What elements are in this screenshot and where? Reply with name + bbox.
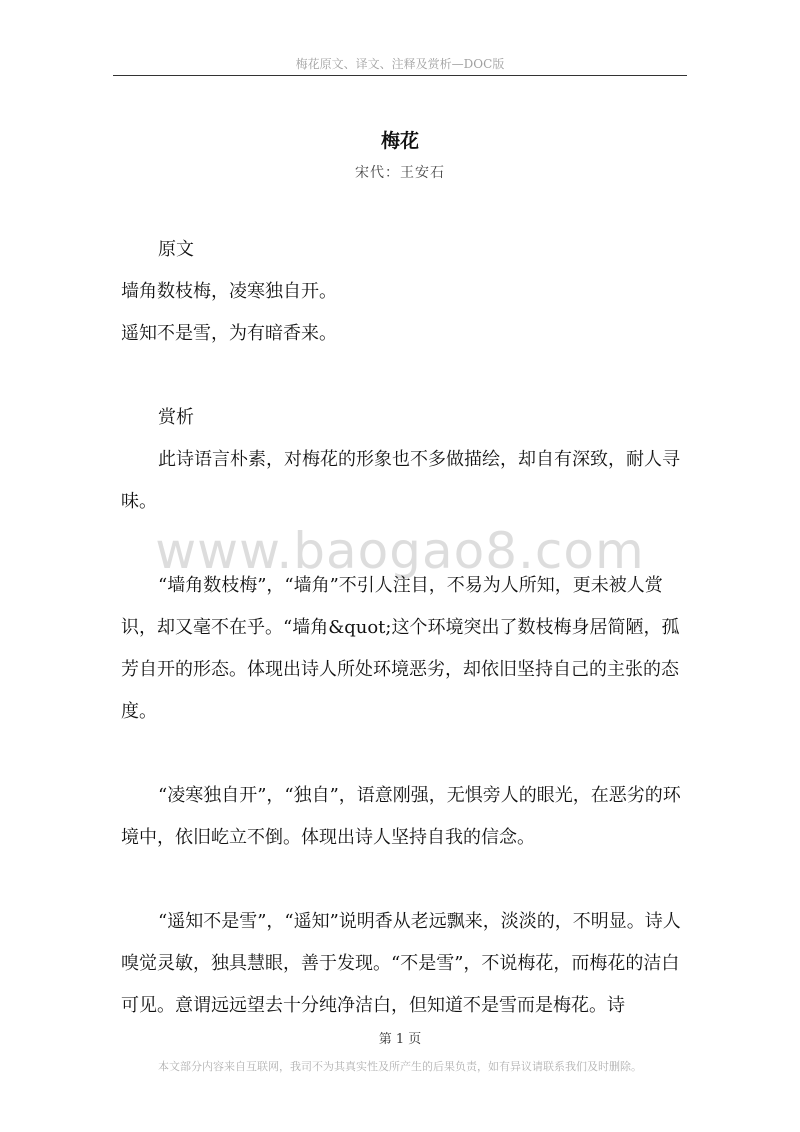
page-header: 梅花原文、译文、注释及赏析—DOC版 [295,57,505,71]
page-footer: 本文部分内容来自互联网，我司不为其真实性及所产生的后果负责，如有异议请联系我们及时删除。 [158,1060,642,1073]
original-heading: 原文 [158,239,194,260]
watermark-text: www.baogao8.com [155,522,645,580]
poem-line-2: 遥知不是雪，为有暗香来。 [121,323,337,344]
appreciation-paragraph-4: “遥知不是雪”，“遥知”说明香从老远飘来，淡淡的，不明显。诗人嗅觉灵敏，独具慧眼，善于发现。“不是雪”，不说梅花，而梅花的洁白可见。意谓远远望去十分纯净洁白，但知道不是雪而是梅花。诗 [121,911,681,1016]
page-number: 第 1 页 [378,1032,422,1047]
appreciation-paragraph-2: “墙角数枝梅”，“墙角”不引人注目，不易为人所知，更未被人赏识，却又毫不在乎。“墙角&quot;这个环境突出了数枝梅身居简陋，孤芳自开的形态。体现出诗人所处环境恶劣，却依旧坚持自己的主张的态度。 [121,575,680,722]
poem-title: 梅花 [380,130,419,152]
appreciation-heading: 赏析 [158,407,194,428]
poem-line-1: 墙角数枝梅，凌寒独自开。 [121,281,337,302]
appreciation-paragraph-3: “凌寒独自开”，“独自”，语意刚强，无惧旁人的眼光，在恶劣的环境中，依旧屹立不倒。体现出诗人坚持自我的信念。 [121,785,681,848]
appreciation-paragraph-1: 此诗语言朴素，对梅花的形象也不多做描绘，却自有深致，耐人寻味。 [121,449,680,512]
header-divider [113,75,687,76]
poem-author: 宋代：王安石 [355,165,445,181]
